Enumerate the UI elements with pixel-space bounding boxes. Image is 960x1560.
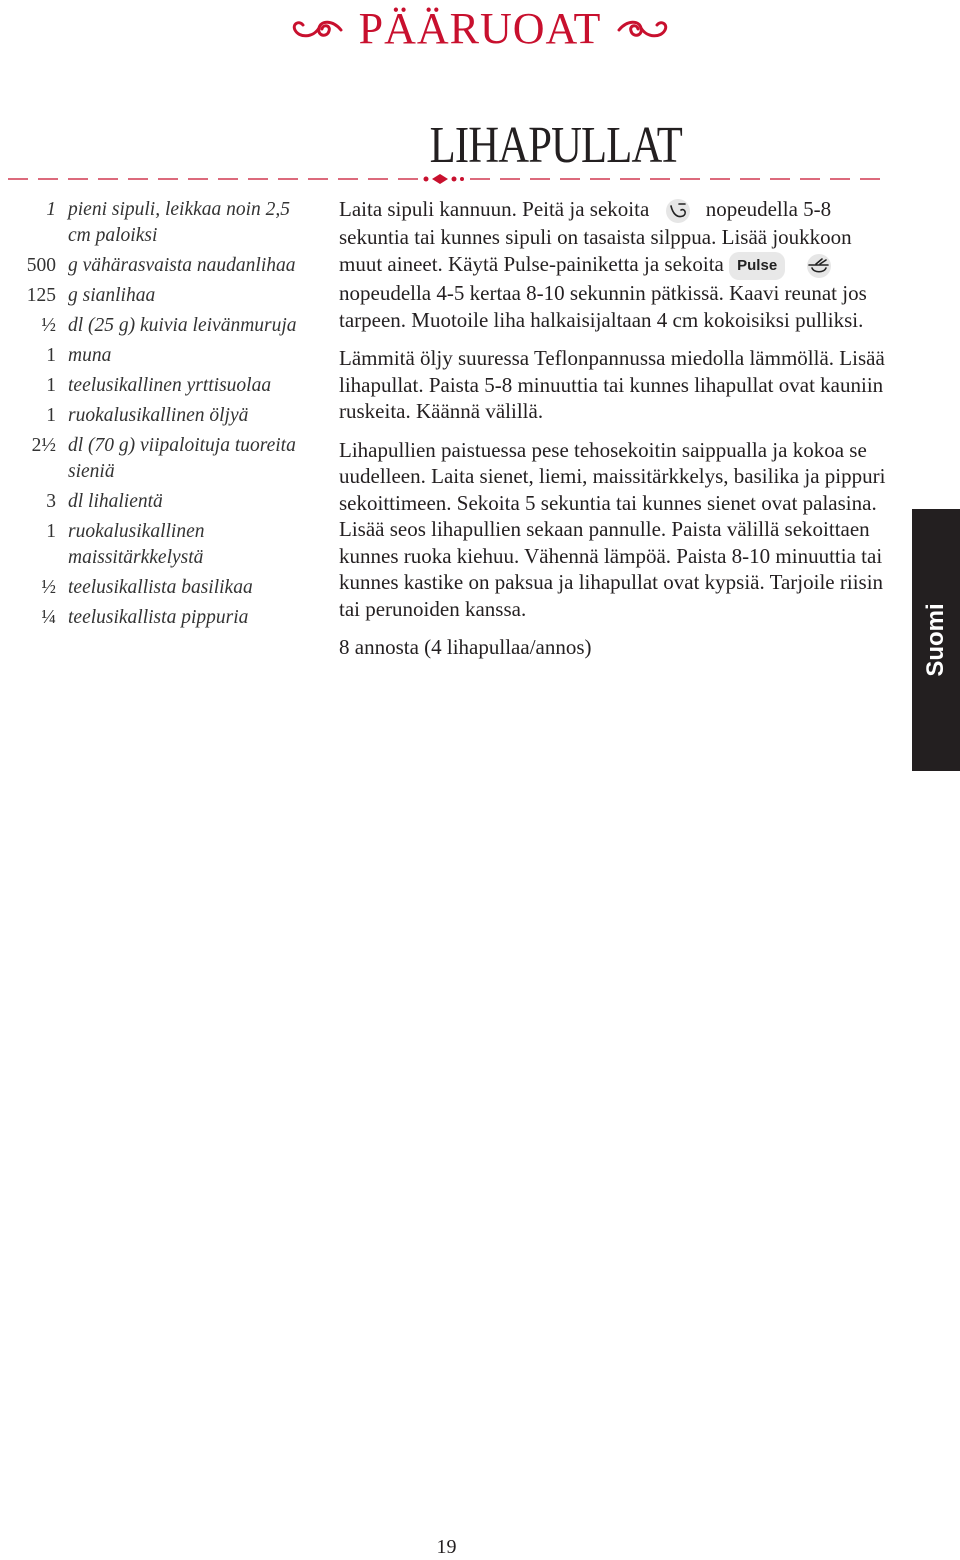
instruction-text: Laita sipuli kannuun. Peitä ja sekoita [339, 197, 650, 221]
ingredient-text: dl (25 g) kuivia leivänmuruja [68, 315, 297, 336]
ingredient-text: teelusikallista basilikaa [68, 577, 253, 598]
language-tab [912, 509, 960, 771]
ingredient-qty: 125 [26, 285, 56, 306]
mix-speed-icon [800, 253, 838, 279]
ingredient-item [12, 605, 312, 631]
ingredient-text: dl lihalientä [68, 491, 163, 512]
ingredient-item [12, 575, 312, 601]
section-title: PÄÄRUOAT [358, 4, 602, 53]
ingredient-item [12, 489, 312, 515]
ingredient-item [12, 343, 312, 369]
title-divider [8, 170, 888, 190]
instruction-paragraph: Lihapullien paistuessa pese tehosekoitin saippualla ja kokoa se uudelleen. Laita sienet, liemi, maissitärkkelys, basilika ja pippuri sekoittimeen. Sekoita 5 sekuntia tai kunnes sienet ovat palasina. Lisää seos lihapullien sekaan pannulle. Paista välillä sekoittaen kunnes ruoka kiehuu. Vähennä lämpöä. Paista 8-10 minuuttia tai kunnes kastike on paksua ja lihapullat ovat kypsiä. Tarjoile riisin tai perunoiden kanssa. [339, 437, 886, 621]
ingredient-item [12, 403, 312, 429]
ingredient-qty: 1 [46, 405, 56, 426]
ingredient-text: teelusikallista pippuria [68, 607, 249, 628]
recipe-title-text: LIHAPULLAT [429, 117, 682, 174]
ingredient-item [12, 283, 312, 309]
ingredient-qty: ¼ [41, 607, 56, 628]
ingredient-qty: 1 [46, 345, 56, 366]
recipe-title [100, 116, 822, 176]
pulse-badge: Pulse [729, 252, 785, 281]
ingredient-text: dl (70 g) viipaloituja tuoreita sieniä [68, 435, 296, 482]
instruction-text: nopeudella 4-5 kertaa 8-10 sekunnin pätkissä. Kaavi reunat jos tarpeen. Muotoile liha halkaisijaltaan 4 cm kokoisiksi pulliksi. [339, 281, 867, 332]
ingredient-text: ruokalusikallinen öljyä [68, 405, 249, 426]
swirl-ornament-icon [615, 14, 671, 44]
ingredient-qty: 2½ [31, 435, 56, 456]
ingredient-qty: 3 [46, 491, 56, 512]
ingredient-qty: ½ [41, 577, 56, 598]
language-tab-label: Suomi [922, 603, 949, 677]
ingredient-qty: 1 [46, 521, 56, 542]
ingredient-item [12, 313, 312, 339]
instruction-paragraph: Lämmitä öljy suuressa Teflonpannussa miedolla lämmöllä. Lisää lihapullat. Paista 5-8 minuuttia tai kunnes lihapullat ovat kauniin ruskeita. Käännä välillä. [339, 346, 885, 424]
ingredient-text: g vähärasvaista naudanlihaa [68, 255, 296, 276]
servings: 8 annosta (4 lihapullaa/annos) [339, 635, 592, 660]
ingredient-qty: 500 [26, 255, 56, 276]
instruction-paragraph [339, 196, 899, 333]
ingredients-list [12, 197, 312, 635]
ingredient-text: pieni sipuli, leikkaa noin 2,5 cm paloiksi [68, 199, 291, 246]
ingredient-item [12, 519, 312, 571]
ingredient-item [12, 433, 312, 485]
ingredient-item [12, 197, 312, 249]
ingredient-text: g sianlihaa [68, 285, 156, 306]
ingredient-text: ruokalusikallinen maissitärkkelystä [68, 521, 205, 568]
instruction-text: nopeudella 5-8 sekuntia tai kunnes sipuli on tasaista silppua. Lisää joukkoon muut aineet. Käytä Pulse-painiketta ja sekoita [339, 197, 852, 276]
ingredient-item [12, 373, 312, 399]
instructions [339, 196, 899, 673]
ingredient-qty: 1 [46, 199, 56, 220]
page-number: 19 [436, 1536, 457, 1558]
section-header [0, 4, 960, 54]
swirl-ornament-icon [289, 14, 345, 44]
ingredient-text: muna [68, 345, 112, 366]
chop-speed-icon [659, 198, 697, 224]
ingredient-item [12, 253, 312, 279]
ingredient-qty: ½ [41, 315, 56, 336]
ingredient-qty: 1 [46, 375, 56, 396]
ingredient-text: teelusikallinen yrttisuolaa [68, 375, 272, 396]
